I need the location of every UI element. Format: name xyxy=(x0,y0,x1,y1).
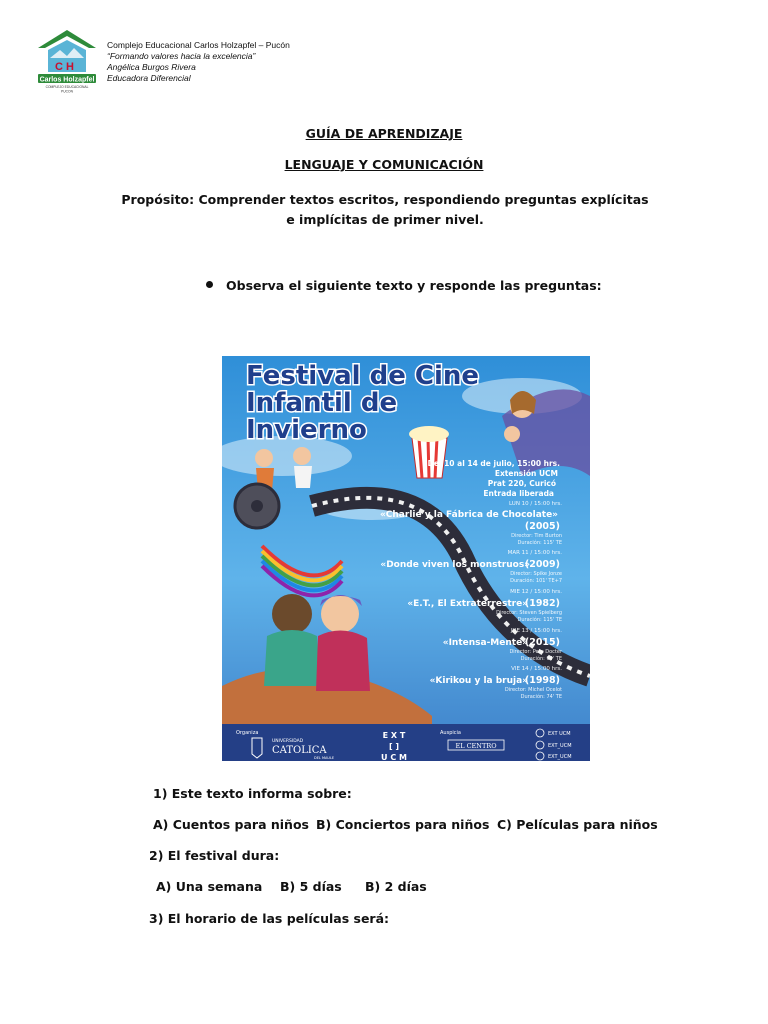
instruction-text: Observa el siguiente texto y responde las preguntas: xyxy=(226,278,602,293)
movie-duration: Duración: 74' TE xyxy=(520,694,562,700)
teacher-name: Angélica Burgos Rivera xyxy=(107,62,196,72)
movie-duration: Duración: 94' TE xyxy=(520,656,562,662)
movie-title: «Donde viven los monstruos» xyxy=(380,560,530,570)
movie-director: Director: Pete Docter xyxy=(509,649,562,655)
logo-city: PUCON xyxy=(61,89,73,94)
poster-dates: Del 10 al 14 de julio, 15:00 hrs. xyxy=(427,459,560,468)
poster-entry: Entrada liberada xyxy=(483,489,554,498)
header-text xyxy=(107,40,290,84)
movie-year: (2005) xyxy=(524,521,560,532)
univ-name: CATOLICA xyxy=(272,745,327,756)
univ-small: UNIVERSIDAD xyxy=(272,739,304,744)
question-2: 2) El festival dura: xyxy=(149,848,280,863)
question-3: 3) El horario de las películas será: xyxy=(149,911,390,926)
footer-organiza: Organiza xyxy=(236,730,259,736)
movie-day: MAR 11 / 15:00 hrs. xyxy=(507,550,562,556)
movie-title: «E.T., El Extraterrestre» xyxy=(407,599,528,609)
school-motto: “Formando valores hacia la excelencia” xyxy=(107,51,256,61)
movie-day: JUE 13 / 15:00 hrs. xyxy=(510,628,562,634)
question-1: 1) Este texto informa sobre: xyxy=(153,786,352,801)
ext-line1: E X T xyxy=(382,731,406,740)
logo-letters: C H xyxy=(55,61,74,73)
movie-day: MIE 12 / 15:00 hrs. xyxy=(510,589,562,595)
poster-title-line2: Infantil de xyxy=(246,388,398,418)
school-name: Complejo Educacional Carlos Holzapfel – Pucón xyxy=(107,40,290,50)
q2-option-c: B) 2 días xyxy=(365,879,427,894)
movie-director: Director: Steven Spielberg xyxy=(496,610,562,616)
movie-day: VIE 14 / 15:00 hrs. xyxy=(511,666,562,672)
movie-year: (2015) xyxy=(524,637,560,648)
footer-auspicia: Auspicia xyxy=(440,730,461,736)
movie-director: Director: Michel Ocelot xyxy=(504,687,562,693)
subject-title: LENGUAJE Y COMUNICACIÓN xyxy=(284,157,484,172)
ext-line2: [ ] xyxy=(388,742,400,751)
movie-duration: Duración: 101' TE+7 xyxy=(510,578,562,584)
document-header xyxy=(34,26,434,96)
school-logo xyxy=(34,26,100,94)
movie-day: LUN 10 / 15:00 hrs. xyxy=(509,501,562,507)
guide-title: GUÍA DE APRENDIZAJE xyxy=(305,126,463,141)
logo-name: Carlos Holzapfel xyxy=(39,76,95,84)
ext-line3: U C M xyxy=(381,753,407,761)
univ-region: DEL MAULE xyxy=(314,756,335,760)
movie-duration: Duración: 115' TE xyxy=(517,617,562,623)
poster-title-line1: Festival de Cine xyxy=(246,361,480,391)
movie-director: Director: Spike Jonze xyxy=(510,571,562,577)
bullet-icon xyxy=(206,281,213,288)
social-instagram: EXT_UCM xyxy=(548,754,572,760)
q1-option-a: A) Cuentos para niños xyxy=(153,817,309,832)
social-facebook: EXT UCM xyxy=(548,731,571,737)
movie-duration: Duración: 115' TE xyxy=(517,540,562,546)
purpose-text: Propósito: Comprender textos escritos, respondiendo preguntas explícitas e implícitas de primer nivel. xyxy=(121,192,649,227)
movie-director: Director: Tim Burton xyxy=(511,533,562,539)
movie-title: «Charlie y la Fábrica de Chocolate» xyxy=(379,510,558,520)
poster-venue: Extensión UCM xyxy=(494,469,558,478)
poster-title-line3: Invierno xyxy=(246,415,367,445)
festival-poster xyxy=(222,356,590,761)
movie-title: «Kirikou y la bruja» xyxy=(429,676,528,686)
logo-sub: COMPLEJO EDUCACIONAL xyxy=(45,85,89,89)
instruction xyxy=(206,278,602,293)
social-twitter: EXT_UCM xyxy=(548,743,572,749)
q2-option-b: B) 5 días xyxy=(280,879,342,894)
movie-year: (1982) xyxy=(524,598,560,609)
sponsor-name: EL CENTRO xyxy=(455,742,497,750)
q2-option-a: A) Una semana xyxy=(156,879,263,894)
q1-option-b: B) Conciertos para niños xyxy=(316,817,490,832)
movie-year: (1998) xyxy=(524,675,560,686)
movie-title: «Intensa-Mente» xyxy=(442,638,528,648)
teacher-role: Educadora Diferencial xyxy=(107,73,191,83)
movie-year: (2009) xyxy=(524,559,560,570)
q1-option-c: C) Películas para niños xyxy=(497,817,658,832)
poster-address: Prat 220, Curicó xyxy=(487,479,556,488)
